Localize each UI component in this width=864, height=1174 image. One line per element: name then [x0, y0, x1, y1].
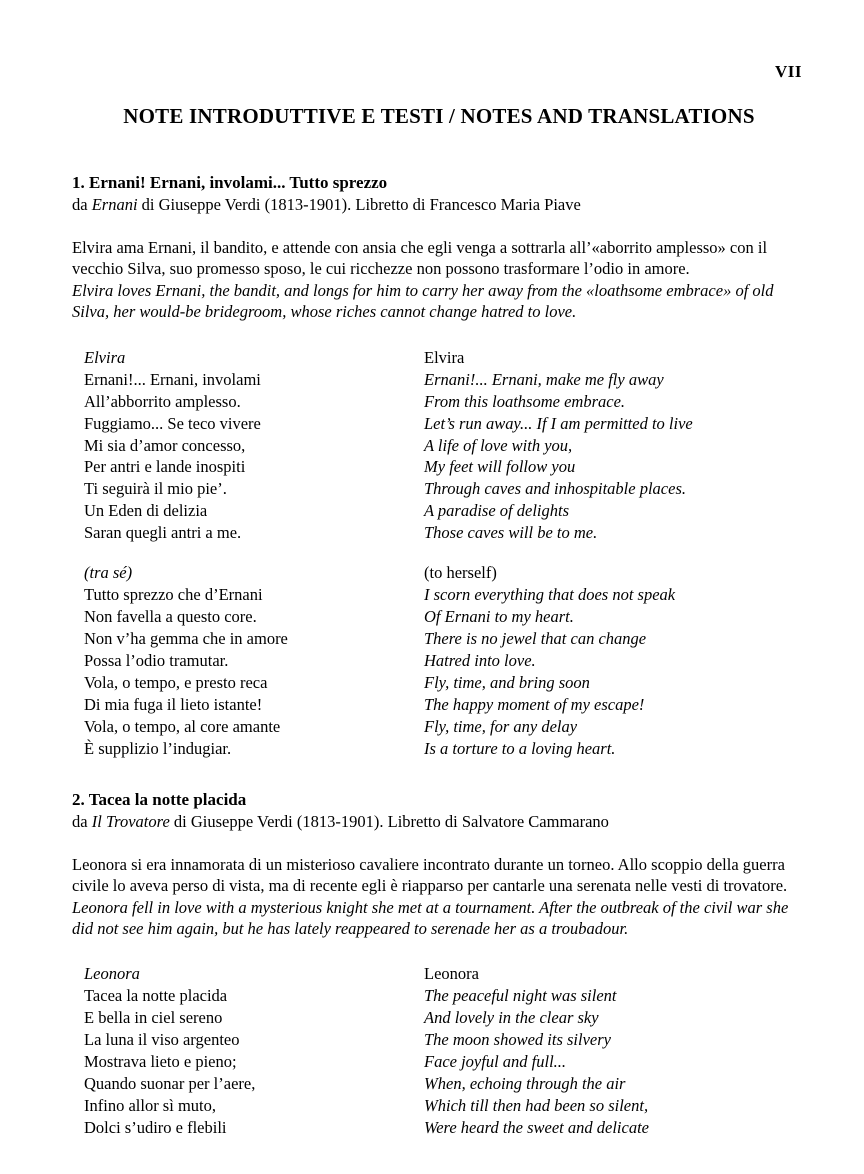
section-1-source-prefix: da	[72, 195, 92, 214]
verse-column-original	[72, 347, 424, 544]
verse-line: There is no jewel that can change	[424, 629, 647, 648]
verse-line: Tutto sprezzo che d’Ernani	[84, 585, 263, 605]
verse-line: Fly, time, for any delay	[424, 716, 578, 736]
section-2-synopsis-translation: Leonora fell in love with a mysterious knight she met at a tournament. After the outbreak of the civil war she did not see him again, but he has lately reappeared to serenade her as a troubadour.	[72, 897, 789, 938]
verse-line: Possa l’odio tramutar.	[84, 650, 229, 670]
verse-line: A life of love with you,	[424, 435, 573, 455]
verse-line: Hatred into love.	[424, 650, 536, 670]
verse-column-original	[72, 562, 424, 759]
verse-line: E bella in ciel sereno	[84, 1008, 223, 1028]
section-1-source-work: Ernani	[91, 195, 138, 214]
verse-line: And lovely in the clear sky	[424, 1008, 599, 1028]
section-1-synopsis-original: Elvira ama Ernani, il bandito, e attende con ansia che egli venga a sottrarla all’«aborrito amplesso» con il vecchio Silva, suo promesso sposo, le cui ricchezze non possono trasformare l’odio in amore.	[72, 238, 768, 279]
verse-line: Which till then had been so silent,	[424, 1096, 649, 1115]
section-2-synopsis	[72, 854, 806, 940]
section-2-verses	[72, 963, 806, 1139]
verse-line: Vola, o tempo, e presto reca	[84, 672, 268, 692]
verse-column-original	[72, 963, 424, 1139]
verse-line: I scorn everything that does not speak	[424, 585, 676, 605]
section-2	[72, 790, 806, 1139]
verse-line: Saran quegli antri a me.	[84, 523, 242, 543]
verse-line: Non v’ha gemma che in amore	[84, 629, 288, 648]
page-number: VII	[774, 62, 802, 81]
verse-line: Vola, o tempo, al core amante	[84, 716, 281, 736]
section-1-heading: 1. Ernani! Ernani, involami... Tutto sprezzo	[72, 173, 388, 192]
section-1	[72, 173, 806, 760]
verse-line: Fly, time, and bring soon	[424, 672, 590, 692]
verse-block	[72, 347, 806, 544]
verse-line: Mostrava lieto e pieno;	[84, 1052, 237, 1072]
verse-line: Infino allor sì muto,	[84, 1096, 216, 1115]
verse-column-translation	[424, 347, 806, 544]
verse-line: Dolci s’udiro e flebili	[84, 1117, 227, 1137]
stage-direction: (to herself)	[424, 563, 497, 583]
section-1-source-rest: di Giuseppe Verdi (1813-1901). Libretto di Francesco Maria Piave	[137, 195, 581, 214]
speaker-label: Leonora	[84, 964, 140, 984]
verse-line: Face joyful and full...	[424, 1052, 567, 1072]
verse-line: È supplizio l’indugiar.	[84, 738, 232, 758]
section-2-source-work: Il Trovatore	[91, 811, 170, 831]
verse-line: When, echoing through the air	[424, 1074, 626, 1094]
section-2-heading: 2. Tacea la notte placida	[72, 789, 247, 809]
verse-line: Mi sia d’amor concesso,	[84, 435, 246, 455]
verse-line: Ernani!... Ernani, make me fly away	[424, 369, 664, 389]
verse-line: Per antri e lande inospiti	[84, 457, 246, 477]
section-2-synopsis-original: Leonora si era innamorata di un misterioso cavaliere incontrato durante un torneo. Allo scoppio della guerra civile lo aveva perso di vista, ma di recente egli è riapparso per cantarle una serenata nelle vesti di trovatore.	[72, 854, 788, 896]
verse-line: Is a torture to a loving heart.	[424, 738, 616, 758]
verse-line: Ti seguirà il mio pie’.	[84, 479, 227, 499]
verse-line: A paradise of delights	[424, 501, 569, 521]
verse-line: Of Ernani to my heart.	[424, 607, 574, 627]
verse-line: All’abborrito amplesso.	[84, 391, 241, 411]
verse-block	[72, 562, 806, 759]
verse-line: Through caves and inhospitable places.	[424, 479, 686, 499]
verse-line: Ernani!... Ernani, involami	[84, 369, 261, 389]
section-2-source-rest: di Giuseppe Verdi (1813-1901). Libretto di Salvatore Cammarano	[169, 811, 609, 831]
speaker-label: Elvira	[84, 347, 126, 367]
verse-line: Di mia fuga il lieto istante!	[84, 694, 263, 714]
verse-line: Tacea la notte placida	[84, 986, 228, 1006]
verse-block	[72, 963, 806, 1139]
verse-column-translation	[424, 562, 806, 759]
verse-line: Fuggiamo... Se teco vivere	[84, 413, 261, 433]
section-1-synopsis	[72, 237, 806, 323]
verse-line: From this loathsome embrace.	[424, 391, 626, 411]
verse-line: The peaceful night was silent	[424, 986, 617, 1006]
section-1-verses	[72, 347, 806, 760]
speaker-label: Elvira	[424, 347, 465, 367]
section-1-source	[72, 195, 806, 215]
verse-line: The happy moment of my escape!	[424, 694, 645, 714]
verse-column-translation	[424, 963, 806, 1139]
verse-line: The moon showed its silvery	[424, 1030, 611, 1050]
stage-direction: (tra sé)	[84, 563, 133, 583]
page-title: NOTE INTRODUTTIVE E TESTI / NOTES AND TRANSLATIONS	[123, 104, 755, 128]
verse-line: La luna il viso argenteo	[84, 1030, 240, 1050]
verse-line: Let’s run away... If I am permitted to live	[424, 413, 693, 433]
speaker-label: Leonora	[424, 964, 479, 984]
verse-line: Quando suonar per l’aere,	[84, 1074, 256, 1094]
verse-line: Un Eden di delizia	[84, 501, 208, 521]
verse-line: Non favella a questo core.	[84, 607, 257, 627]
verse-line: Were heard the sweet and delicate	[424, 1117, 649, 1137]
verse-line: Those caves will be to me.	[424, 523, 598, 543]
verse-line: My feet will follow you	[424, 457, 576, 477]
section-2-source-prefix: da	[72, 811, 92, 831]
section-1-synopsis-translation: Elvira loves Ernani, the bandit, and longs for him to carry her away from the «loathsome embrace» of old Silva, her would-be bridegroom, whose riches cannot change hatred to love.	[72, 280, 774, 322]
section-2-source	[72, 812, 806, 832]
